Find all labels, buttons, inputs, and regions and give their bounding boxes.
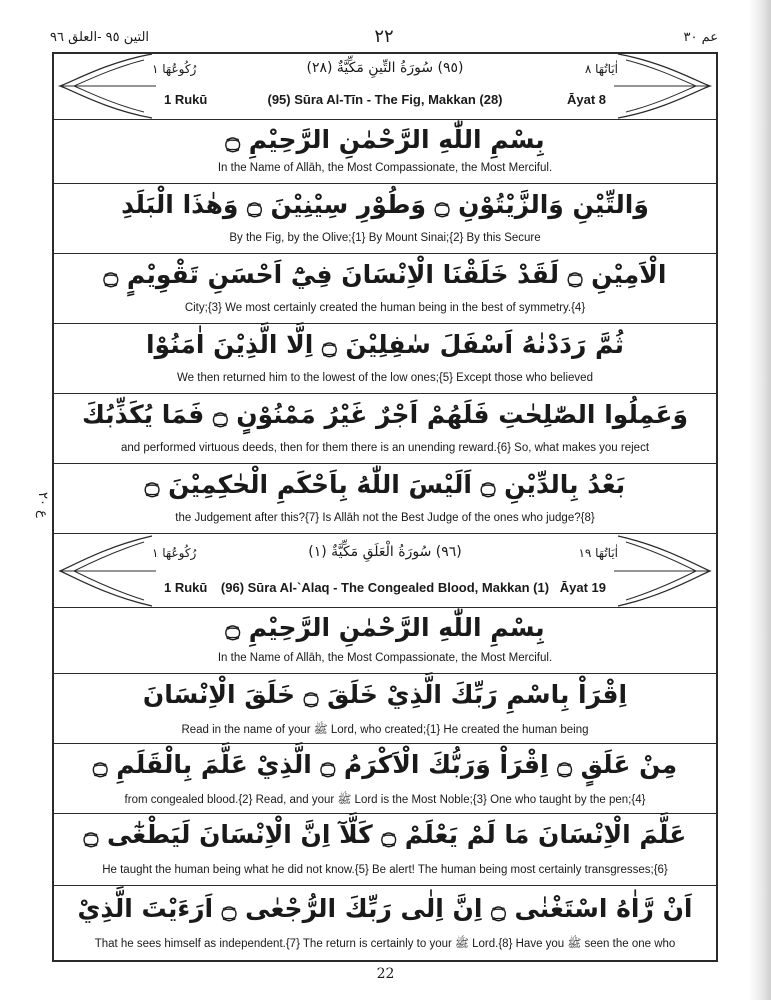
surah-arabic-ayat: اٰيَاتُهَا ١٩ — [578, 546, 618, 560]
verse-arabic: بَعْدُ بِالدِّيْنِ ۝ اَلَيْسَ اللّٰهُ بِاَحْكَمِ الْحٰكِمِيْنَ ۝ — [144, 470, 626, 499]
header-page-number: ٢٢ — [374, 26, 394, 47]
verse-row — [52, 324, 718, 394]
surah-ruku: 1 Rukū — [164, 580, 208, 595]
surah-title: (95) Sūra Al-Tīn - The Fig, Makkan (28) — [267, 92, 503, 107]
surah-title: (96) Sūra Al-`Alaq - The Congealed Blood, Makkan (1) — [220, 580, 550, 595]
verse-arabic: اِقْرَاْ بِاسْمِ رَبِّكَ الَّذِيْ خَلَقَ ۝ خَلَقَ الْاِنْسَانَ — [142, 680, 628, 709]
header-left: التين ٩٥ -العلق ٩٦ — [50, 30, 150, 45]
page-edge — [749, 0, 771, 1000]
verse-translation: He taught the human being what he did not know.{5} Be alert! The human being most certainly transgresses;{6} — [102, 864, 668, 876]
verse-translation: In the Name of Allāh, the Most Compassionate, the Most Merciful. — [217, 652, 553, 664]
verse-row — [52, 608, 718, 674]
verse-arabic: وَعَمِلُوا الصّٰلِحٰتِ فَلَهُمْ اَجْرٌ غَيْرُ مَمْنُوْنٍ ۝ فَمَا يُكَذِّبُكَ — [81, 400, 689, 429]
verse-translation: In the Name of Allāh, the Most Compassionate, the Most Merciful. — [217, 162, 553, 174]
verse-row — [52, 184, 718, 254]
verse-row — [52, 744, 718, 814]
surah-ayat: Āyat 8 — [566, 92, 606, 107]
verse-row — [52, 886, 718, 962]
verse-translation: City;{3} We most certainly created the human being in the best of symmetry.{4} — [184, 302, 586, 314]
header-right: عم ٣٠ — [683, 30, 718, 45]
verse-translation: the Judgement after this?{7} Is Allāh not the Best Judge of the ones who judge?{8} — [175, 512, 595, 524]
surah-header-tin — [52, 52, 718, 120]
verse-translation: That he sees himself as independent.{7} The return is certainly to your ﷺ Lord.{8} Have you ﷺ seen the one who — [94, 938, 676, 950]
surah-arabic-ruku: رُكُوعُهَا ١ — [152, 62, 197, 76]
verse-translation: By the Fig, by the Olive;{1} By Mount Sinai;{2} By this Secure — [229, 232, 541, 244]
margin-note: ع ٢٠ — [35, 492, 50, 518]
running-header — [50, 26, 718, 50]
verse-row — [52, 394, 718, 464]
verse-arabic: وَالتِّيْنِ وَالزَّيْتُوْنِ ۝ وَطُوْرِ سِيْنِيْنَ ۝ وَهٰذَا الْبَلَدِ — [121, 190, 649, 219]
verse-arabic: بِسْمِ اللّٰهِ الرَّحْمٰنِ الرَّحِيْمِ ۝ — [225, 125, 545, 154]
verse-arabic: اَنْ رَّاٰهُ اسْتَغْنٰى ۝ اِنَّ اِلٰى رَبِّكَ الرُّجْعٰى ۝ اَرَءَيْتَ الَّذِيْ — [77, 894, 693, 923]
verse-arabic: الْاَمِيْنِ ۝ لَقَدْ خَلَقْنَا الْاِنْسَانَ فِيْٓ اَحْسَنِ تَقْوِيْمٍ ۝ — [103, 260, 667, 289]
surah-arabic-ruku: رُكُوعُهَا ١ — [152, 546, 197, 560]
verse-translation: We then returned him to the lowest of the low ones;{5} Except those who believed — [177, 372, 593, 384]
verse-translation: Read in the name of your ﷺ Lord, who created;{1} He created the human being — [181, 724, 589, 736]
verse-arabic: عَلَّمَ الْاِنْسَانَ مَا لَمْ يَعْلَمْ ۝ كَلَّآ اِنَّ الْاِنْسَانَ لَيَطْغٰٓى ۝ — [83, 820, 687, 849]
surah-arabic-title: (٩٥) سُورَةُ التِّينِ مَكِّيَّةٌ (٢٨) — [306, 60, 464, 76]
verse-translation: and performed virtuous deeds, then for them there is an unending reward.{6} So, what makes you reject — [120, 442, 650, 454]
surah-arabic-ayat: اٰيَاتُهَا ٨ — [584, 62, 618, 76]
surah-header-alaq — [52, 534, 718, 608]
verse-row — [52, 254, 718, 324]
page-number: 22 — [376, 966, 395, 982]
verse-row — [52, 464, 718, 534]
verse-translation: from congealed blood.{2} Read, and your ﷺ Lord is the Most Noble;{3} One who taught by the pen;{4} — [124, 794, 646, 806]
surah-ayat: Āyat 19 — [559, 580, 606, 595]
verse-row — [52, 814, 718, 886]
verse-arabic: مِنْ عَلَقٍ ۝ اِقْرَاْ وَرَبُّكَ الْاَكْرَمُ ۝ الَّذِيْ عَلَّمَ بِالْقَلَمِ ۝ — [92, 750, 678, 779]
verse-row — [52, 120, 718, 184]
verse-row — [52, 674, 718, 744]
verse-arabic: بِسْمِ اللّٰهِ الرَّحْمٰنِ الرَّحِيْمِ ۝ — [225, 613, 545, 642]
surah-arabic-title: (٩٦) سُورَةُ الْعَلَقِ مَكِّيَّةٌ (١) — [308, 544, 462, 560]
surah-ruku: 1 Rukū — [164, 92, 208, 107]
verse-arabic: ثُمَّ رَدَدْنٰهُ اَسْفَلَ سٰفِلِيْنَ ۝ اِلَّا الَّذِيْنَ اٰمَنُوْا — [145, 330, 625, 359]
